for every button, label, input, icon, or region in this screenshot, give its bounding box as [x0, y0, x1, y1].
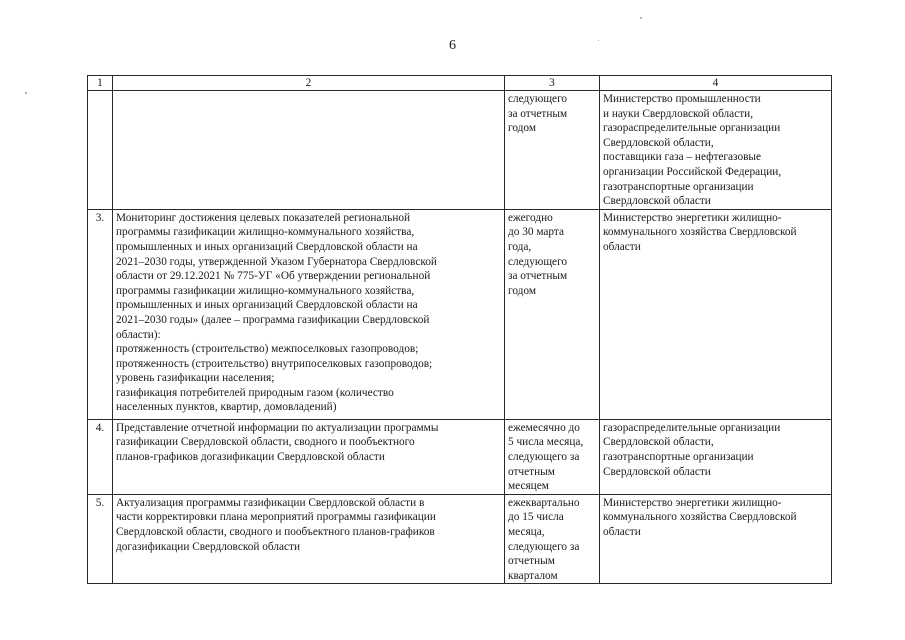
row-description-line: газификация потребителей природным газом (количество	[116, 386, 394, 399]
header-cell-term: 3	[505, 76, 600, 91]
row-description-line: 2021–2030 годы» (далее – программа газификации Свердловской	[116, 313, 430, 326]
row-responsible-line: Министерство энергетики жилищно-	[603, 211, 782, 224]
table-row	[88, 91, 832, 210]
row-term	[505, 494, 600, 584]
page-number: 6	[449, 38, 456, 53]
row-description-line: догазификации Свердловской области	[116, 540, 301, 553]
row-term-line: следующего	[508, 93, 568, 105]
row-description-line: промышленных и иных организаций Свердловской области на	[116, 240, 418, 253]
row-description-line: области):	[116, 328, 161, 341]
row-responsible-line: области	[603, 525, 641, 538]
row-term-line: за отчетным	[508, 270, 568, 283]
row-term-line: годом	[508, 284, 537, 297]
row-responsible-line: Свердловской области,	[603, 136, 714, 149]
row-responsible-line: Свердловской области	[603, 465, 711, 478]
row-responsible-line: области	[603, 240, 641, 253]
row-term-line: до 30 марта	[508, 226, 565, 239]
scan-speck	[25, 92, 27, 94]
row-description-line: газификации Свердловской области, сводного и пообъектного	[116, 436, 415, 449]
row-number: 3.	[88, 209, 113, 419]
row-description-line: 2021–2030 годы, утвержденной Указом Губернатора Свердловской	[116, 255, 437, 268]
row-responsible-line: и науки Свердловской области,	[603, 107, 754, 120]
row-term-line: следующего за	[508, 540, 580, 553]
row-term-line: годом	[508, 122, 537, 135]
row-term-line: ежемесячно до	[508, 421, 580, 434]
row-term-line: до 15 числа	[508, 511, 564, 524]
row-description-line: Свердловской области, сводного и пообъектного планов-графиков	[116, 525, 435, 538]
row-responsible-line: газотранспортные организации	[603, 180, 754, 193]
row-term-line: за отчетным	[508, 107, 568, 120]
header-row	[88, 76, 832, 91]
row-description-line: области от 29.12.2021 № 775-УГ «Об утверждении региональной	[116, 270, 431, 283]
row-description-line: населенных пунктов, квартир, домовладений)	[116, 401, 337, 414]
row-term	[505, 209, 600, 419]
row-term-line: года,	[508, 240, 532, 253]
row-description	[113, 419, 505, 494]
row-term	[505, 419, 600, 494]
row-term-line: месяцем	[508, 480, 549, 493]
row-responsible-line: Свердловской области	[603, 195, 711, 208]
row-responsible-line: газотранспортные организации	[603, 450, 754, 463]
row-description	[113, 91, 505, 210]
row-term-line: следующего	[508, 255, 568, 268]
row-term-line: ежеквартально	[508, 496, 580, 509]
row-description-line: Актуализация программы газификации Свердловской области в	[116, 496, 425, 509]
row-number: 4.	[88, 419, 113, 494]
table-row	[88, 209, 832, 419]
row-term	[505, 91, 600, 210]
row-responsible-line: газораспределительные организации	[603, 122, 781, 135]
row-responsible-line: Министерство промышленности	[603, 93, 761, 105]
table-row	[88, 419, 832, 494]
row-term-line: следующего за	[508, 450, 580, 463]
table-row	[88, 494, 832, 584]
row-term-line: ежегодно	[508, 211, 553, 224]
row-responsible-line: Свердловской области,	[603, 436, 714, 449]
row-description-line: части корректировки плана мероприятий программы газификации	[116, 511, 436, 524]
row-responsible-line: газораспределительные организации	[603, 421, 781, 434]
row-responsible-line: поставщики газа – нефтегазовые	[603, 151, 762, 164]
row-term-line: кварталом	[508, 569, 558, 582]
row-description-line: уровень газификации населения;	[116, 372, 275, 385]
row-description-line: программы газификации жилищно-коммунального хозяйства,	[116, 226, 415, 239]
row-responsible	[600, 209, 832, 419]
row-term-line: отчетным	[508, 555, 555, 568]
row-term-line: 5 числа месяца,	[508, 436, 584, 449]
row-description-line: Представление отчетной информации по актуализации программы	[116, 421, 439, 434]
scan-speck	[640, 17, 642, 19]
scan-speck	[598, 40, 599, 41]
row-responsible	[600, 494, 832, 584]
row-responsible-line: коммунального хозяйства Свердловской	[603, 226, 797, 239]
header-cell-responsible: 4	[600, 76, 832, 91]
row-description	[113, 494, 505, 584]
row-term-line: месяца,	[508, 525, 545, 538]
header-cell-description: 2	[113, 76, 505, 91]
header-cell-number: 1	[88, 76, 113, 91]
row-description-line: планов-графиков догазификации Свердловской области	[116, 450, 385, 463]
row-description-line: программы газификации жилищно-коммунального хозяйства,	[116, 284, 415, 297]
row-term-line: отчетным	[508, 465, 555, 478]
row-number: 5.	[88, 494, 113, 584]
row-responsible-line: организации Российской Федерации,	[603, 165, 782, 178]
row-responsible-line: Министерство энергетики жилищно-	[603, 496, 782, 509]
row-number	[88, 91, 113, 210]
row-responsible-line: коммунального хозяйства Свердловской	[603, 511, 797, 524]
row-responsible	[600, 91, 832, 210]
plan-table	[87, 75, 832, 584]
row-responsible	[600, 419, 832, 494]
row-description-line: протяженность (строительство) межпоселковых газопроводов;	[116, 343, 419, 356]
row-description	[113, 209, 505, 419]
row-description-line: протяженность (строительство) внутрипоселковых газопроводов;	[116, 357, 433, 370]
row-description-line: Мониторинг достижения целевых показателей региональной	[116, 211, 411, 224]
row-description-line: промышленных и иных организаций Свердловской области на	[116, 299, 418, 312]
